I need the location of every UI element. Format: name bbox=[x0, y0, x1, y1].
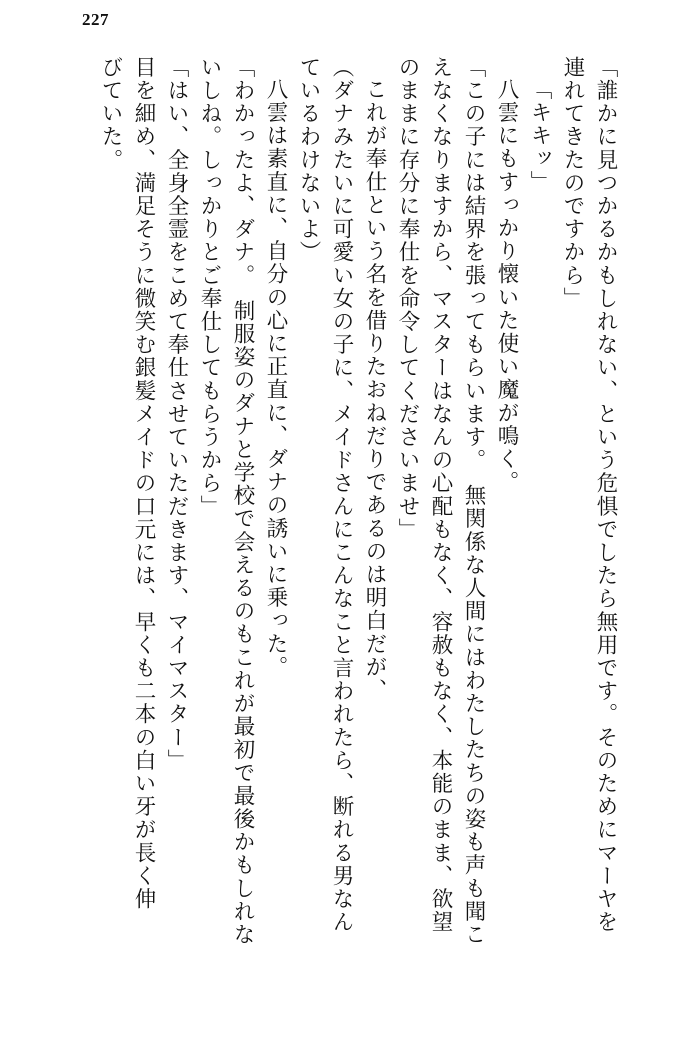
text-line: 連れてきたのですから」 bbox=[560, 56, 585, 311]
text-line: えなくなりますから、マスターはなんの心配もなく、容赦もなく、本能のまま、欲望 bbox=[428, 56, 453, 934]
text-line: 「はい、全身全霊をこめて奉仕させていただきます、マイマスター」 bbox=[164, 56, 189, 773]
text-line: のままに存分に奉仕を命令してくださいませ」 bbox=[395, 56, 420, 542]
text-line: （ダナみたいに可愛い女の子に、メイドさんにこんなこと言われたら、断れる男なん bbox=[329, 56, 354, 934]
text-line: これが奉仕という名を借りたおねだりであるのは明白だが、 bbox=[362, 78, 387, 702]
text-line: 「この子には結界を張ってもらいます。 無関係な人間にはわたしたちの姿も声も聞こ bbox=[461, 56, 486, 947]
text-line: 八雲は素直に、自分の心に正直に、ダナの誘いに乗った。 bbox=[263, 78, 288, 679]
text-line: 目を細め、満足そうに微笑む銀髪メイドの口元には、早くも二本の白い牙が長く伸 bbox=[131, 56, 156, 911]
text-line: いしね。しっかりとご奉仕してもらうから」 bbox=[197, 56, 222, 518]
text-line: 八雲にもすっかり懐いた使い魔が鳴く。 bbox=[494, 78, 519, 494]
text-line: 「キキッ」 bbox=[527, 78, 552, 194]
body-text-block bbox=[76, 56, 616, 1016]
page-number: 227 bbox=[82, 10, 109, 29]
text-line: びていた。 bbox=[98, 56, 123, 172]
text-line: 「誰かに見つかるかもしれない、という危惧でしたら無用です。そのためにマーヤを bbox=[593, 56, 618, 934]
text-line: 「わかったよ、ダナ。 制服姿のダナと学校で会えるのもこれが最初で最後かもしれな bbox=[230, 56, 255, 947]
text-line: ているわけないよ） bbox=[296, 56, 321, 264]
